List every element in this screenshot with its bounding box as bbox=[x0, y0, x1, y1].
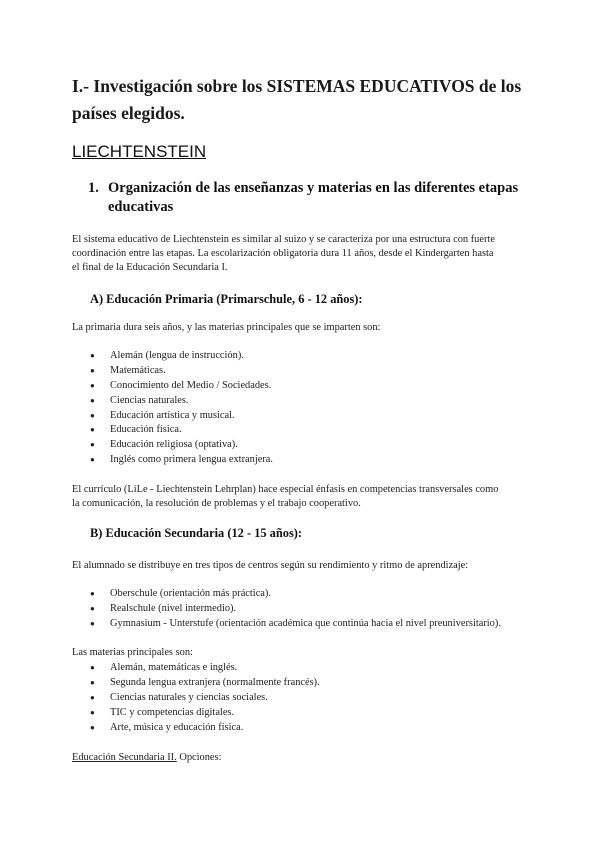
bullet-icon: ● bbox=[90, 677, 95, 687]
page-title-line-1: I.- Investigación sobre los SISTEMAS EDUCATIVOS de los bbox=[72, 76, 522, 96]
bullet-icon: ● bbox=[90, 351, 95, 360]
options-label: Educación Secundaria II. bbox=[72, 752, 177, 763]
bullet-icon: ● bbox=[90, 618, 95, 628]
bullet-icon: ● bbox=[90, 707, 95, 717]
intro-paragraph-line: El sistema educativo de Liechtenstein es similar al suizo y se caracteriza por una estructura con fuerte bbox=[72, 234, 495, 245]
bullet-icon: ● bbox=[90, 380, 95, 390]
document-page: I.- Investigación sobre los SISTEMAS EDUCATIVOS de los países elegidos. LIECHTENSTEIN 1. Organización de las enseñanzas y materias en las diferentes etapas educativas El sistema educativo de Liechtenstein es similar al suizo y se caracteriza por una estructura con fuerte coordinación entre las etapas. La escolarización obligatoria dura 11 años, desde el Kindergarten hasta el final de la Educación Secundaria I. A) Educación Primaria (Primarschule, 6 - 12 años): La primaria dura seis años, y las materias principales que se imparten son: ● Alemán (lengua de instrucción). ● Matemáticas. ● Conocimiento del Medio / Sociedades. ● Ciencias naturales. ● Educación artística y musical. ● Educación física. ● Educación religiosa (optativa). ● Inglés como primera lengua extranjera. El currículo (LiLe - Liechtenstein Lehrplan) hace especial énfasis en competencias transversales como la comunicación, la resolución de problemas y el trabajo cooperativo. B) Educación Secundaria (12 - 15 años): El alumnado se distribuye en tres tipos de centros según su rendimiento y ritmo de aprendizaje: ● Oberschule (orientación más práctica). ● Realschule (nivel intermedio). ● Gymnasium - Unterstufe (orientación académica que continúa hacia el nivel preuniversitario). Las materias principales son: ● Alemán, matemáticas e inglés. ● Segunda lengua extranjera (normalmente francés). ● Ciencias naturales y ciencias sociales. ● TIC y competencias digitales. ● Arte, música y educación física. Educación Secundaria II. Opciones: bbox=[72, 76, 522, 763]
section-title-line-2: educativas bbox=[108, 199, 174, 215]
bullet-icon: ● bbox=[90, 365, 95, 375]
section-title-line-1: Organización de las enseñanzas y materias en las diferentes etapas bbox=[108, 180, 519, 196]
primaria-outro-line: El currículo (LiLe - Liechtenstein Lehrplan) hace especial énfasis en competencias transversales como bbox=[72, 484, 499, 495]
bullet-icon: ● bbox=[90, 722, 95, 732]
intro-paragraph-line: coordinación entre las etapas. La escolarización obligatoria dura 11 años, desde el Kindergarten hasta bbox=[72, 248, 494, 259]
bullet-icon: ● bbox=[90, 589, 95, 598]
bullet-icon: ● bbox=[90, 410, 95, 420]
bullet-icon: ● bbox=[90, 663, 95, 672]
secundaria-heading: B) Educación Secundaria (12 - 15 años): bbox=[90, 526, 303, 540]
section-number: 1. bbox=[88, 180, 99, 196]
options-suffix: Opciones: bbox=[176, 752, 222, 763]
primaria-heading: A) Educación Primaria (Primarschule, 6 - 12 años): bbox=[90, 292, 363, 306]
secundaria-intro: El alumnado se distribuye en tres tipos de centros según su rendimiento y ritmo de aprendizaje: bbox=[72, 560, 469, 571]
bullet-icon: ● bbox=[90, 603, 95, 613]
bullet-icon: ● bbox=[90, 455, 95, 465]
bullet-icon: ● bbox=[90, 692, 95, 702]
primaria-outro-line: la comunicación, la resolución de problemas y el trabajo cooperativo. bbox=[72, 498, 361, 509]
page-title-line-2: países elegidos. bbox=[72, 103, 185, 123]
intro-paragraph-line: el final de la Educación Secundaria I. bbox=[72, 262, 228, 273]
country-heading: LIECHTENSTEIN bbox=[72, 142, 207, 161]
bullet-icon: ● bbox=[90, 425, 95, 435]
options-line bbox=[72, 752, 221, 763]
subjects-intro: Las materias principales son: bbox=[72, 647, 193, 658]
primaria-intro: La primaria dura seis años, y las materias principales que se imparten son: bbox=[72, 322, 381, 333]
bullet-icon: ● bbox=[90, 395, 95, 405]
bullet-icon: ● bbox=[90, 440, 95, 450]
